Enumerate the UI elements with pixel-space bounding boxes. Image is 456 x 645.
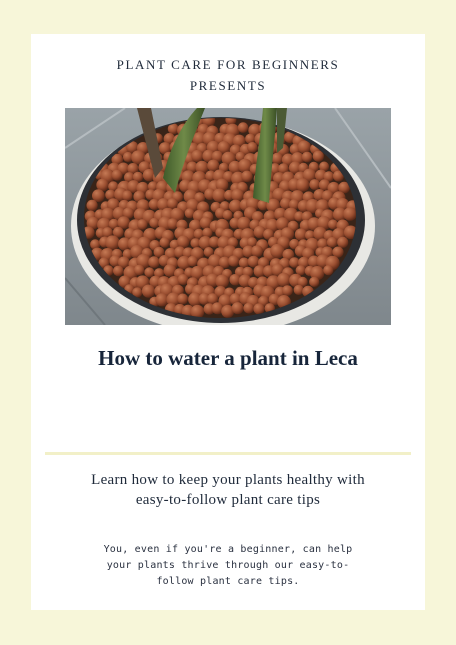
leca-ball — [272, 153, 284, 165]
leca-ball — [282, 285, 293, 296]
leca-ball — [247, 142, 258, 153]
leca-ball — [309, 277, 319, 287]
leca-ball — [142, 285, 155, 298]
leca-ball — [191, 150, 203, 162]
leca-ball — [87, 200, 98, 211]
leca-ball — [232, 302, 244, 314]
leca-ball — [253, 303, 264, 314]
leca-ball — [187, 256, 198, 267]
leca-ball — [167, 198, 178, 209]
leca-ball — [223, 210, 233, 220]
header-presents: PRESENTS — [189, 78, 267, 93]
leca-ball — [144, 267, 154, 277]
section-divider — [45, 452, 411, 455]
leca-ball — [112, 170, 123, 181]
leca-ball — [105, 235, 119, 249]
leca-ball — [323, 265, 333, 275]
leca-ball — [238, 122, 249, 133]
leca-ball — [167, 218, 178, 229]
leca-ball — [343, 207, 357, 221]
leca-ball — [231, 189, 244, 202]
leca-ball — [113, 266, 124, 277]
leca-ball — [251, 245, 263, 257]
leca-ball — [296, 178, 310, 192]
leca-potted-plant-photo — [65, 108, 391, 325]
leca-ball — [327, 237, 338, 248]
leca-ball — [177, 294, 188, 305]
leca-ball — [137, 219, 148, 230]
leca-ball — [178, 274, 189, 285]
cover-page — [31, 34, 425, 610]
leca-ball — [241, 171, 252, 182]
cover-description: You, even if you're a beginner, can help your plants thrive through our easy-to-follow plant care tips. — [103, 544, 353, 587]
leca-ball — [277, 273, 291, 287]
cover-subtitle: Learn how to keep your plants healthy with easy-to-follow plant care tips — [91, 472, 365, 508]
leca-ball — [298, 140, 311, 153]
cover-title: How to water a plant in Leca — [98, 346, 358, 370]
header-series-name: PLANT CARE FOR BEGINNERS — [116, 57, 340, 72]
leca-ball — [92, 189, 105, 202]
leca-ball — [270, 244, 284, 258]
leca-ball — [159, 237, 169, 247]
leca-ball — [309, 179, 320, 190]
leca-ball — [239, 258, 250, 269]
leca-ball — [302, 152, 313, 163]
leca-ball — [215, 275, 229, 289]
leca-ball — [122, 190, 133, 201]
leca-ball — [134, 265, 145, 276]
leca-ball — [294, 285, 304, 295]
leca-ball — [177, 236, 190, 249]
leca-ball — [337, 237, 348, 248]
leca-ball — [149, 218, 159, 228]
leca-ball — [328, 219, 338, 229]
cover-header — [31, 54, 425, 96]
leca-ball — [228, 255, 239, 266]
leca-ball — [313, 151, 324, 162]
leca-ball — [243, 303, 254, 314]
leca-ball — [148, 256, 160, 268]
